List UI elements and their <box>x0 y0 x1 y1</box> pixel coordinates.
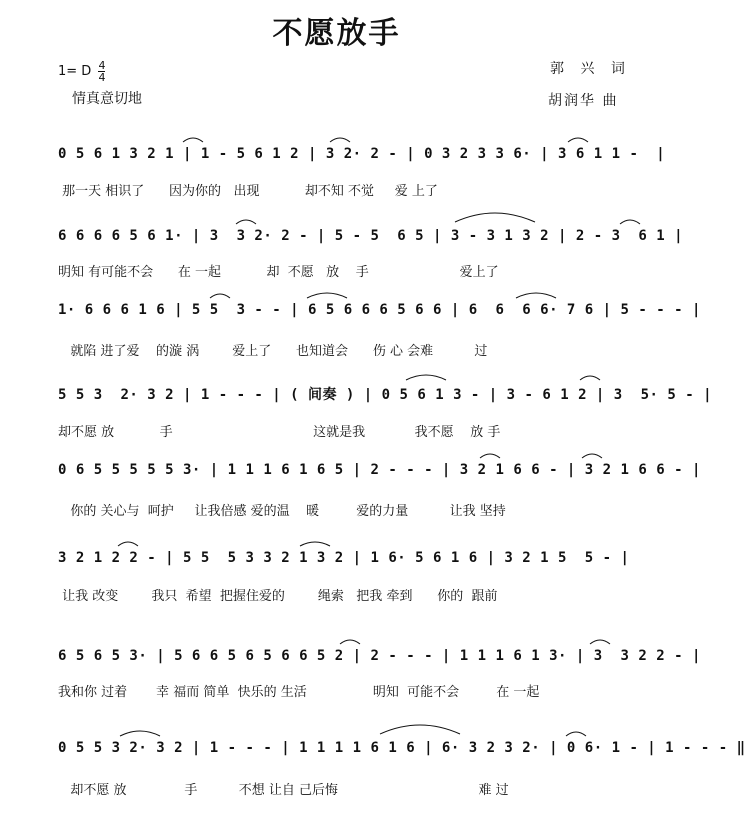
time-signature-top: 4 <box>98 59 106 72</box>
lyrics-line-5: 你的 关心与 呵护 让我倍感 爱的温 暖 爱的力量 让我 坚持 <box>58 504 506 519</box>
composer-credit: 胡润华 曲 <box>548 93 619 109</box>
lyrics-line-1: 那一天 相识了 因为你的 出现 却不知 不觉 爱 上了 <box>58 184 438 199</box>
lyrics-line-7: 我和你 过着 幸 福而 简单 快乐的 生活 明知 可能不会 在 一起 <box>58 685 540 700</box>
notation-line-8: 0 5 5 3 2· 3 2 | 1 - - - | 1 1 1 1 6 1 6 | 6· 3 2 3 2· | 0 6· 1 - | 1 - - - ‖ <box>58 740 746 756</box>
notation-line-5: 0 6 5 5 5 5 5 3· | 1 1 1 6 1 6 5 | 2 - - - | 3 2 1 6 6 - | 3 2 1 6 6 - | <box>58 462 701 478</box>
notation-line-7: 6 5 6 5 3· | 5 6 6 5 6 5 6 6 5 2 | 2 - - - | 1 1 1 6 1 3· | 3 3 2 2 - | <box>58 648 701 664</box>
lyrics-line-3: 就陷 进了爱 的漩 涡 爱上了 也知道会 伤 心 会难 过 <box>58 344 488 359</box>
notation-line-2: 6 6 6 6 5 6 1· | 3 3 2· 2 - | 5 - 5 6 5 | 3 - 3 1 3 2 | 2 - 3 6 1 | <box>58 228 684 244</box>
lyricist-credit: 郭 兴 词 <box>550 61 631 77</box>
lyrics-line-6: 让我 改变 我只 希望 把握住爱的 绳索 把我 牵到 你的 跟前 <box>58 589 498 604</box>
notation-line-4: 5 5 3 2· 3 2 | 1 - - - | ( 间奏 ) | 0 5 6 1 3 - | 3 - 6 1 2 | 3 5· 5 - | <box>58 387 713 403</box>
notation-line-6: 3 2 1 2 2 - | 5 5 5 3 3 2 1 3 2 | 1 6· 5 6 1 6 | 3 2 1 5 5 - | <box>58 550 630 566</box>
time-signature-bottom: 4 <box>98 71 106 84</box>
notation-line-1: 0 5 6 1 3 2 1 | 1 - 5 6 1 2 | 3 2· 2 - | 0 3 2 3 3 6· | 3 6 1 1 - | <box>58 146 666 162</box>
mood-marking: 情真意切地 <box>72 91 142 107</box>
key-label: 1= D <box>58 64 92 79</box>
song-title: 不愿放手 <box>272 16 401 51</box>
lyrics-line-2: 明知 有可能不会 在 一起 却 不愿 放 手 爱上了 <box>58 265 499 280</box>
notation-line-3: 1· 6 6 6 1 6 | 5 5 3 - - | 6 5 6 6 6 5 6 6 | 6 6 6 6· 7 6 | 5 - - - | <box>58 302 701 318</box>
lyrics-line-8: 却不愿 放 手 不想 让自 己后悔 难 过 <box>58 783 509 798</box>
lyrics-line-4: 却不愿 放 手 这就是我 我不愿 放 手 <box>58 425 501 440</box>
